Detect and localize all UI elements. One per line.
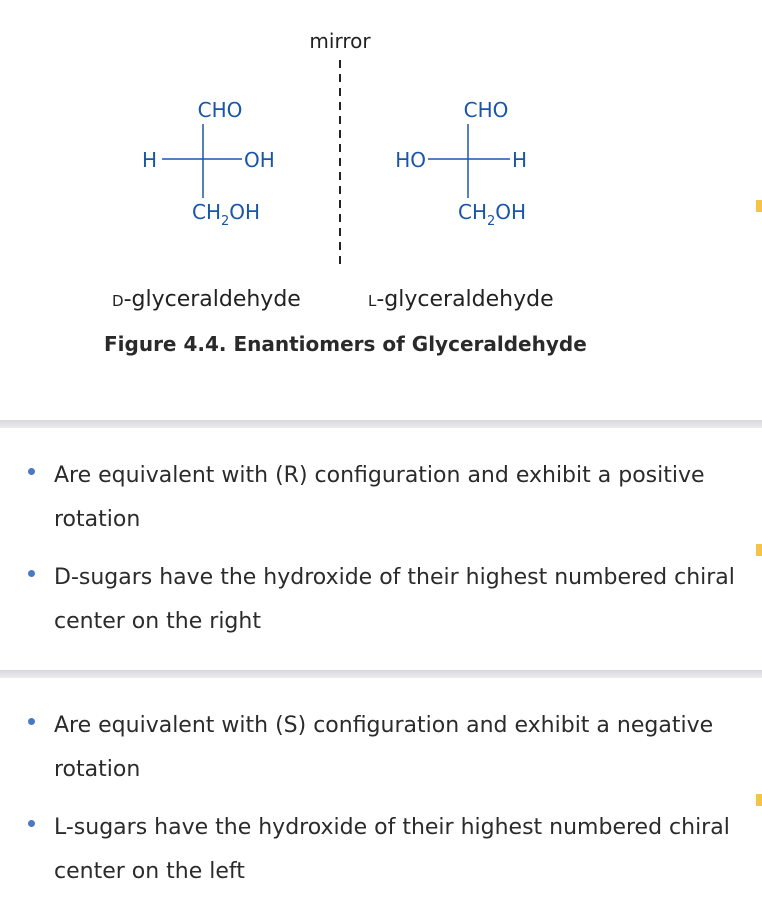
bullet-d-hydroxide: D-sugars have the hydroxide of their highest numbered chiral center on the right (32, 556, 732, 644)
left-right-group: OH (244, 148, 275, 172)
left-left-group: H (141, 148, 157, 172)
section-l-sugars (0, 678, 762, 914)
bullet-dot (28, 820, 35, 827)
right-right-group: H (512, 148, 528, 172)
figure-card (0, 0, 762, 420)
bullet-l-config: Are equivalent with (S) configuration and exhibit a negative rotation (32, 704, 732, 792)
left-top-group: CHO (197, 98, 243, 122)
figure-caption: Figure 4.4. Enantiomers of Glyceraldehyde (104, 332, 587, 356)
edge-marker (756, 544, 762, 556)
bullet-dot (28, 570, 35, 577)
right-bottom-group: $CH_2OH$ (458, 200, 527, 229)
section-divider (0, 670, 762, 678)
section-d-sugars (0, 428, 762, 670)
enantiomers-figure (0, 0, 762, 420)
edge-marker (756, 794, 762, 806)
edge-marker (756, 200, 762, 212)
bullet-l-hydroxide: L-sugars have the hydroxide of their highest numbered chiral center on the left (32, 806, 732, 894)
section-divider (0, 420, 762, 428)
bullet-dot (28, 718, 35, 725)
l-glyceraldehyde-structure (395, 98, 527, 229)
l-glyceraldehyde-label: L-glyceraldehyde (368, 287, 554, 312)
right-top-group: CHO (463, 98, 509, 122)
left-bottom-group: $CH_2OH$ (192, 200, 261, 229)
bullet-dot (28, 468, 35, 475)
d-glyceraldehyde-label: D-glyceraldehyde (112, 287, 301, 312)
bullet-d-config: Are equivalent with (R) configuration and exhibit a positive rotation (32, 454, 732, 542)
mirror-label: mirror (309, 29, 371, 53)
d-glyceraldehyde-structure (142, 98, 275, 229)
right-left-group: HO (395, 148, 426, 172)
